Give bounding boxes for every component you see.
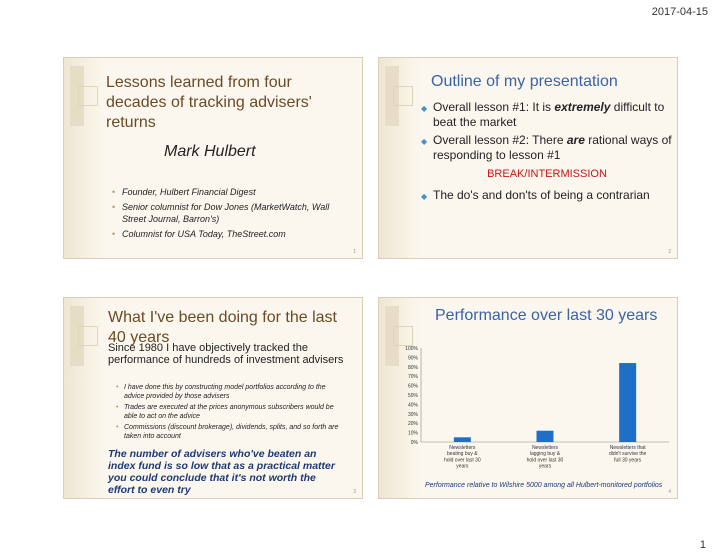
conclusion-text: The number of advisers who've beaten an index fund is so low that as a practical matter you could conclude that it's not worth the effort to even try (108, 448, 335, 496)
y-tick-label: 50% (407, 393, 418, 399)
list-item: • Founder, Hulbert Financial Digest (112, 186, 352, 198)
chart-svg (397, 344, 673, 470)
slide-title: Lessons learned from four decades of tracking advisers' returns (106, 74, 312, 131)
y-tick-label: 30% (407, 411, 418, 418)
slide-3 (63, 297, 363, 499)
slide-2 (378, 57, 678, 259)
slide-title: What I've been doing for the last 40 years (108, 309, 337, 346)
x-tick-label: full 30 years (614, 457, 642, 464)
x-tick-label: beating buy & (447, 451, 478, 458)
list-item: ◆ Overall lesson #2: There are rational ways of responding to lesson #1 (421, 133, 673, 163)
break-label: BREAK/INTERMISSION (487, 168, 607, 180)
slide-number: 4 (668, 489, 671, 495)
slide-decoration (64, 58, 106, 258)
slide-decoration (64, 298, 106, 498)
list-item: ◆ Overall lesson #1: It is extremely difficult to beat the market (421, 100, 673, 130)
bullet-list (112, 186, 352, 243)
x-tick-label: lagging buy & (529, 451, 561, 458)
page-number: 1 (699, 539, 706, 551)
y-tick-label: 100% (405, 346, 418, 352)
y-tick-label: 20% (407, 421, 418, 428)
author-name: Mark Hulbert (164, 143, 256, 160)
slide-1 (63, 57, 363, 259)
chart-bar (454, 437, 471, 442)
x-tick-label: years (456, 463, 469, 470)
list-item: • Commissions (discount brokerage), dividends, splits, and so forth are taken into account (116, 424, 346, 441)
chart-bar (619, 363, 636, 442)
y-tick-label: 70% (407, 374, 418, 381)
y-tick-label: 40% (407, 402, 418, 409)
list-item: • I have done this by constructing model portfolios according to the advice provided by those advisers (116, 384, 346, 401)
y-tick-label: 10% (407, 430, 418, 437)
x-tick-label: Newsletters (531, 445, 559, 451)
y-tick-label: 90% (407, 355, 418, 362)
slide-number: 1 (353, 249, 356, 255)
slide-decoration (379, 58, 421, 258)
print-date: 2017-04-15 (651, 6, 708, 18)
list-item: ◆ The do's and don'ts of being a contrarian (421, 188, 673, 203)
performance-chart (397, 344, 673, 470)
intro-text: Since 1980 I have objectively tracked the performance of hundreds of investment advisers (108, 342, 344, 366)
slide-title: Outline of my presentation (431, 73, 618, 90)
y-tick-label: 60% (407, 383, 418, 390)
list-item: • Columnist for USA Today, TheStreet.com (112, 228, 352, 240)
chart-caption: Performance relative to Wilshire 5000 among all Hulbert-monitored portfolios (425, 482, 663, 489)
list-item: • Trades are executed at the prices anonymous subscribers would be able to act on the advice (116, 404, 346, 421)
slide-4 (378, 297, 678, 499)
list-item: • Senior columnist for Dow Jones (MarketWatch, Wall Street Journal, Barron's) (112, 201, 352, 225)
x-tick-label: hold over last 30 (443, 457, 481, 464)
y-tick-label: 80% (407, 364, 418, 371)
y-tick-label: 0% (410, 440, 418, 446)
x-tick-label: years (538, 463, 552, 470)
x-tick-label: didn't survive the (608, 451, 647, 458)
slide-number: 2 (668, 249, 671, 255)
slide-title: Performance over last 30 years (435, 307, 658, 324)
bullet-list (116, 384, 346, 444)
slide-number: 3 (353, 489, 356, 495)
chart-bar (537, 431, 554, 442)
x-tick-label: Newsletters that (609, 445, 646, 451)
bullet-list (421, 100, 673, 206)
x-tick-label: Newsletters (449, 445, 476, 451)
x-tick-label: hold over last 30 (526, 457, 564, 464)
